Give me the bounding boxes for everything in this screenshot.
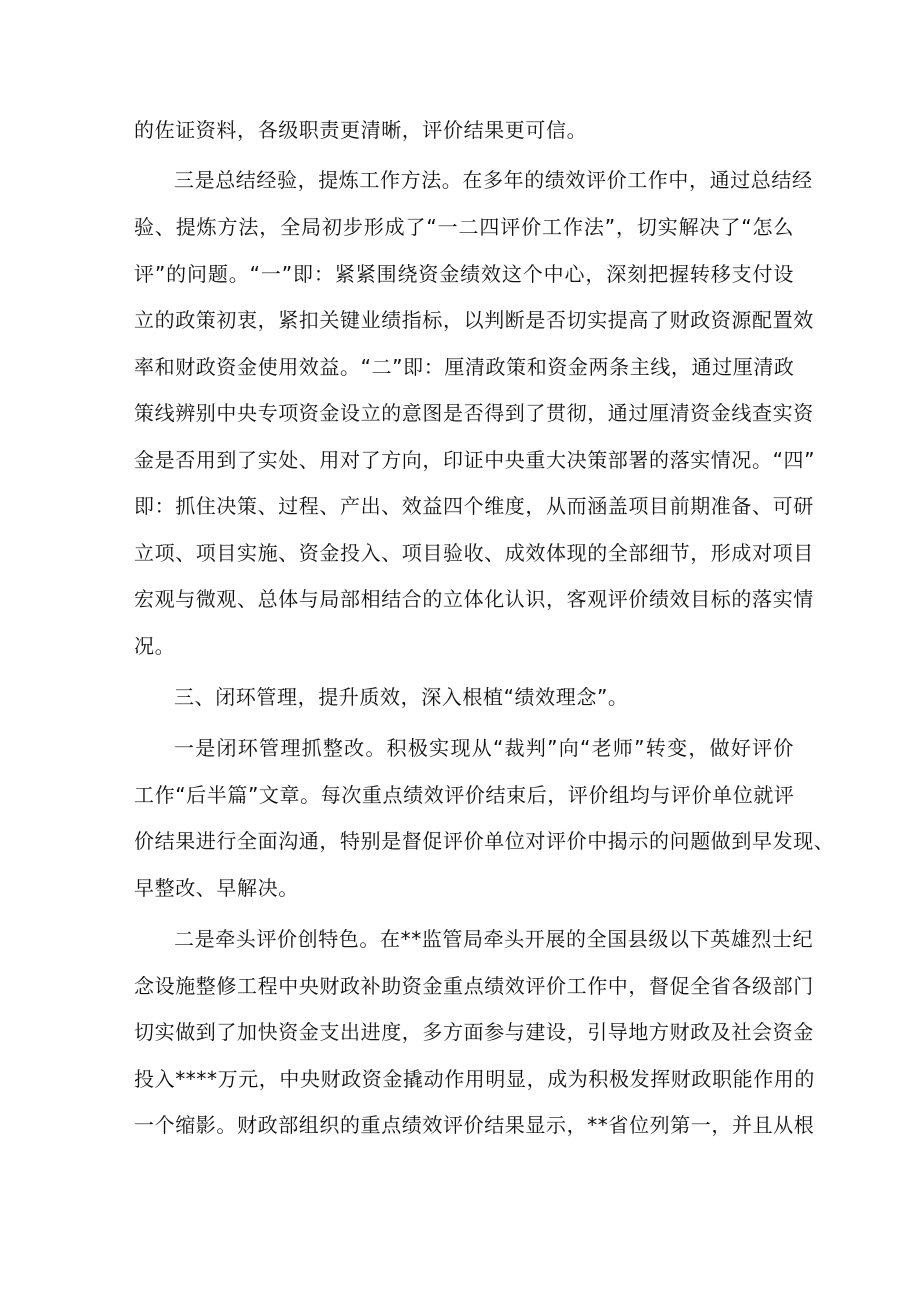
text-line: 宏观与微观、总体与局部相结合的立体化认识，客观评价绩效目标的落实情 xyxy=(134,587,814,611)
paragraph-first-line: 三是总结经验，提炼工作方法。在多年的绩效评价工作中，通过总结经 xyxy=(174,168,813,192)
text-line: 金是否用到了实处、用对了方向，印证中央重大决策部署的落实情况。“四” xyxy=(134,448,816,472)
text-line: 早整改、早解决。 xyxy=(134,876,299,900)
text-line: 立的政策初衷，紧扣关键业绩指标，以判断是否切实提高了财政资源配置效 xyxy=(134,308,814,332)
text-line: 立项、项目实施、资金投入、项目验收、成效体现的全部细节，形成对项目 xyxy=(134,541,814,565)
text-line: 投入****万元，中央财政资金撬动作用明显，成为积极发挥财政职能作用的 xyxy=(134,1067,815,1091)
text-line: 念设施整修工程中央财政补助资金重点绩效评价工作中，督促全省各级部门 xyxy=(134,974,814,998)
text-line: 况。 xyxy=(134,634,176,658)
text-line: 即：抓住决策、过程、产出、效益四个维度，从而涵盖项目前期准备、可研 xyxy=(134,494,814,518)
paragraph-first-line: 一是闭环管理抓整改。积极实现从“裁判”向“老师”转变，做好评价 xyxy=(174,736,794,760)
text-line: 一个缩影。财政部组织的重点绩效评价结果显示，**省位列第一，并且从根 xyxy=(134,1113,815,1137)
section-heading: 三、闭环管理，提升质效，深入根植“绩效理念”。 xyxy=(174,685,629,709)
text-line: 的佐证资料，各级职责更清晰，评价结果更可信。 xyxy=(134,118,588,142)
text-line: 验、提炼方法，全局初步形成了“一二四评价工作法”，切实解决了“怎么 xyxy=(134,215,794,239)
text-line: 切实做到了加快资金支出进度，多方面参与建设，引导地方财政及社会资金 xyxy=(134,1020,814,1044)
text-line: 工作“后半篇”文章。每次重点绩效评价结束后，评价组均与评价单位就评 xyxy=(134,783,795,807)
text-line: 率和财政资金使用效益。“二”即：厘清政策和资金两条主线，通过厘清政 xyxy=(134,355,795,379)
text-line: 评”的问题。“一”即：紧紧围绕资金绩效这个中心，深刻把握转移支付设 xyxy=(134,262,794,286)
text-line: 价结果进行全面沟通，特别是督促评价单位对评价中揭示的问题做到早发现、 xyxy=(134,829,835,853)
paragraph-first-line: 二是牵头评价创特色。在**监管局牵头开展的全国县级以下英雄烈士纪 xyxy=(174,927,814,951)
text-line: 策线辨别中央专项资金设立的意图是否得到了贯彻，通过厘清资金线查实资 xyxy=(134,401,814,425)
